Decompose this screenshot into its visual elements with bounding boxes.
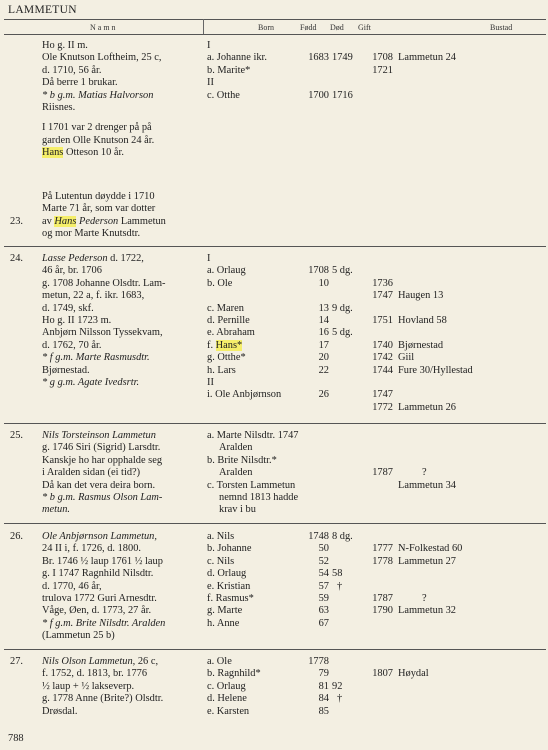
child-row: nemnd 1813 hadde (219, 491, 299, 503)
entry-bio: Nils Olson Lammetun, 26 c, f. 1752, d. 1813, br. 1776 ½ laup + ½ lakseverp. g. 1778 Anne (Brite?) Olsdtr. Drøsdal. (42, 656, 164, 717)
col-header-dod: Død (330, 23, 344, 32)
child-row: Aralden 1787 ? (219, 467, 427, 479)
child-row: f. Hans* 17 1740 Bjørnestad (207, 339, 444, 351)
header-top-rule (4, 19, 546, 20)
child-row: II (207, 376, 214, 388)
entry-number: 24. (10, 253, 23, 264)
child-row: c. Orlaug 81 92 (207, 680, 343, 692)
entry-bio: Lasse Pederson d. 1722, 46 år, br. 1706 g. 1708 Johanne Olsdtr. Lam- metun, 22 a, f. ikr. 1683, d. 1749, skf. Ho g. II 1723 m. Anbjørn Nilsson Tyssekvam, d. 1762, 70 år. * f g.m. Marte Rasmusdtr. Bjørnestad. * g g.m. Agate Ivedsrtr. (42, 253, 166, 389)
child-row: a. Nils 1748 8 dg. (207, 531, 353, 542)
child-row: h. Anne 67 (207, 617, 329, 629)
entry-number: 27. (10, 656, 23, 667)
children-list (207, 531, 547, 630)
section-rule (4, 423, 546, 424)
entry-bio: Ho g. II m. Ole Knutson Loftheim, 25 c, d. 1710, 56 år. Då berre 1 brukar. * b g.m. Matias Halvorson Riisnes. I 1701 var 2 drenger på på garden Olle Knutson 24 år. Hans Otteson 10 år. (42, 40, 162, 159)
document-page: LAMMETUN N a m n Born Fødd Død Gift Bustad Ho g. II m. Ole Knutson Loftheim, 25 c, d. 1710, 56 år. Då berre 1 brukar. * b g.m. Matias Halvorson Riisnes. I 1701 var 2 drenger på på garden Olle Knutson 24 år. Hans Otteson 10 år. I a. Johanne ikr. 1683 1749 1708 Lammetun 24 b. Marite* 1721 II c. Otthe 1700 1716 På Lutentun døydde i 1710 Marte 71 år, som var dotter av Hans Pederson Lammetun og mor Marte Knutsdtr. 23. 24. Lasse Pederson d. 1722, 46 år, br. 1706 g. 1708 Johanne Olsdtr. Lam- metun, 22 a, f. ikr. 1683, d. 1749, skf. Ho g. II 1723 m. Anbjørn Nilsson Tyssekvam, d. 1762, 70 år. * f g.m. Marte Rasmusdtr. Bjørnestad. * g g.m. Agate Ivedsrtr. I a. Orlaug 1708 5 dg. b. Ole 10 1736 1747 Haugen 13 c. Maren 13 9 dg. d. Pernille 14 1751 Hovland 58 e. Abraham 16 5 dg. f. Hans* 17 1740 Bjørnestad g. Otthe* 20 1742 Giil h. Lars 22 1744 Fure 30/Hyllestad II i. Ole Anbjørnson 26 1747 1772 Lammetun 26 25. Nils Torsteinson Lammetun g. 1746 Siri (Sigrid) Larsdtr. Kanskje ho har opphalde seg i Aralden sidan (ei tid?) Då kan det vera deira born. * b g.m. Rasmus Olson Lam- metun. a. Marte Nilsdtr. 1747 Aralden b. Brite Nilsdtr.* Aralden 1787 ? c. Torsten Lammetun Lammetun 34 nemnd 1813 hadde krav i bu 26. Ole Anbjørnson Lammetun, 24 II i, f. 1726, d. 1800. Br. 1746 ½ laup 1761 ½ laup g. I 1747 Ragnhild Nilsdtr. d. 1770, 46 år, trulova 1772 Guri Arnesdtr. Våge, Øen, d. 1773, 27 år. * f g.m. Brite Nilsdtr. Aralden (Lammetun 25 b) a. Nils 1748 8 dg. b. Johanne 50 1777 N-Folkestad 60 c. Nils 52 1778 Lammetun 27 d. Orlaug 54 58 e. Kristian 57 † f. Rasmus* 59 1787 ? g. Marte 63 1790 Lammetun 32 h. Anne 67 27. Nils Olson Lammetun, 26 c, f. 1752, d. 1813, br. 1776 ½ laup + ½ lakseverp. g. 1778 Anne (Brite?) Olsdtr. Drøsdal. a. Ole 1778 b. Ragnhild* 79 1807 Høydal c. Orlaug 81 92 d. Helene 84 † e. Karsten 85 788 (0, 0, 548, 750)
child-row: i. Ole Anbjørnson 26 1747 (207, 389, 393, 401)
col-header-bustad: Bustad (490, 23, 513, 32)
child-row: a. Ole 1778 (207, 656, 329, 667)
child-row: a. Marte Nilsdtr. 1747 (207, 430, 299, 441)
child-row: g. Marte 63 1790 Lammetun 32 (207, 605, 457, 617)
children-list (207, 253, 547, 414)
entry-bio: Nils Torsteinson Lammetun g. 1746 Siri (Sigrid) Larsdtr. Kanskje ho har opphalde seg i Aralden sidan (ei tid?) Då kan det vera deira born. * b g.m. Rasmus Olson Lam- metun. (42, 430, 163, 516)
child-row: d. Helene 84 † (207, 693, 343, 705)
child-row: Aralden (219, 442, 253, 454)
col-header-gift: Gift (358, 23, 371, 32)
child-row: e. Karsten 85 (207, 705, 329, 717)
section-rule (4, 649, 546, 650)
highlighted-name: Hans (42, 147, 64, 159)
column-divider (203, 19, 204, 34)
child-row: e. Kristian 57 † (207, 580, 343, 592)
child-row: I (207, 253, 211, 264)
highlighted-name: Hans* (215, 339, 243, 351)
child-row: b. Marite* 1721 (207, 64, 393, 76)
col-header-fodd: Fødd (300, 23, 317, 32)
section-rule (4, 523, 546, 524)
entry-number: 23. (10, 215, 23, 227)
child-row: 1772 Lammetun 26 (372, 401, 457, 413)
entry-number: 26. (10, 531, 23, 542)
child-row: b. Ragnhild* 79 1807 Høydal (207, 668, 429, 680)
child-row: g. Otthe* 20 1742 Giil (207, 352, 415, 364)
header-bottom-rule (4, 34, 546, 35)
child-row: c. Nils 52 1778 Lammetun 27 (207, 555, 457, 567)
child-row: b. Brite Nilsdtr.* (207, 454, 277, 466)
highlighted-name: Hans (54, 215, 77, 227)
children-list (207, 40, 547, 102)
child-row: b. Johanne 50 1777 N-Folkestad 60 (207, 543, 463, 555)
child-row: I (207, 40, 211, 51)
child-row: f. Rasmus* 59 1787 ? (207, 592, 427, 604)
children-list (207, 430, 547, 517)
child-row: b. Ole 10 1736 (207, 277, 393, 289)
child-row: a. Orlaug 1708 5 dg. (207, 265, 353, 277)
col-header-born: Born (258, 23, 274, 32)
child-row: c. Maren 13 9 dg. (207, 302, 353, 314)
child-row: e. Abraham 16 5 dg. (207, 327, 353, 339)
child-row: d. Pernille 14 1751 Hovland 58 (207, 314, 447, 326)
section-rule (4, 246, 546, 247)
child-row: h. Lars 22 1744 Fure 30/Hyllestad (207, 364, 473, 376)
child-row: d. Orlaug 54 58 (207, 568, 343, 580)
page-title: LAMMETUN (8, 4, 77, 16)
child-row: c. Otthe 1700 1716 (207, 89, 353, 101)
entry-bio: Ole Anbjørnson Lammetun, 24 II i, f. 1726, d. 1800. Br. 1746 ½ laup 1761 ½ laup g. I 1747 Ragnhild Nilsdtr. d. 1770, 46 år, trulova 1772 Guri Arnesdtr. Våge, Øen, d. 1773, 27 år. * f g.m. Brite Nilsdtr. Aralden (Lammetun 25 b) (42, 531, 166, 642)
child-row: a. Johanne ikr. 1683 1749 1708 Lammetun 24 (207, 52, 457, 64)
child-row: krav i bu (219, 504, 256, 516)
child-row: c. Torsten Lammetun Lammetun 34 (207, 479, 457, 491)
child-row: 1747 Haugen 13 (372, 290, 444, 302)
entry-number: 25. (10, 430, 23, 441)
child-row: II (207, 77, 214, 89)
col-header-namn: N a m n (90, 23, 116, 32)
page-number: 788 (8, 733, 24, 744)
children-list (207, 656, 547, 718)
